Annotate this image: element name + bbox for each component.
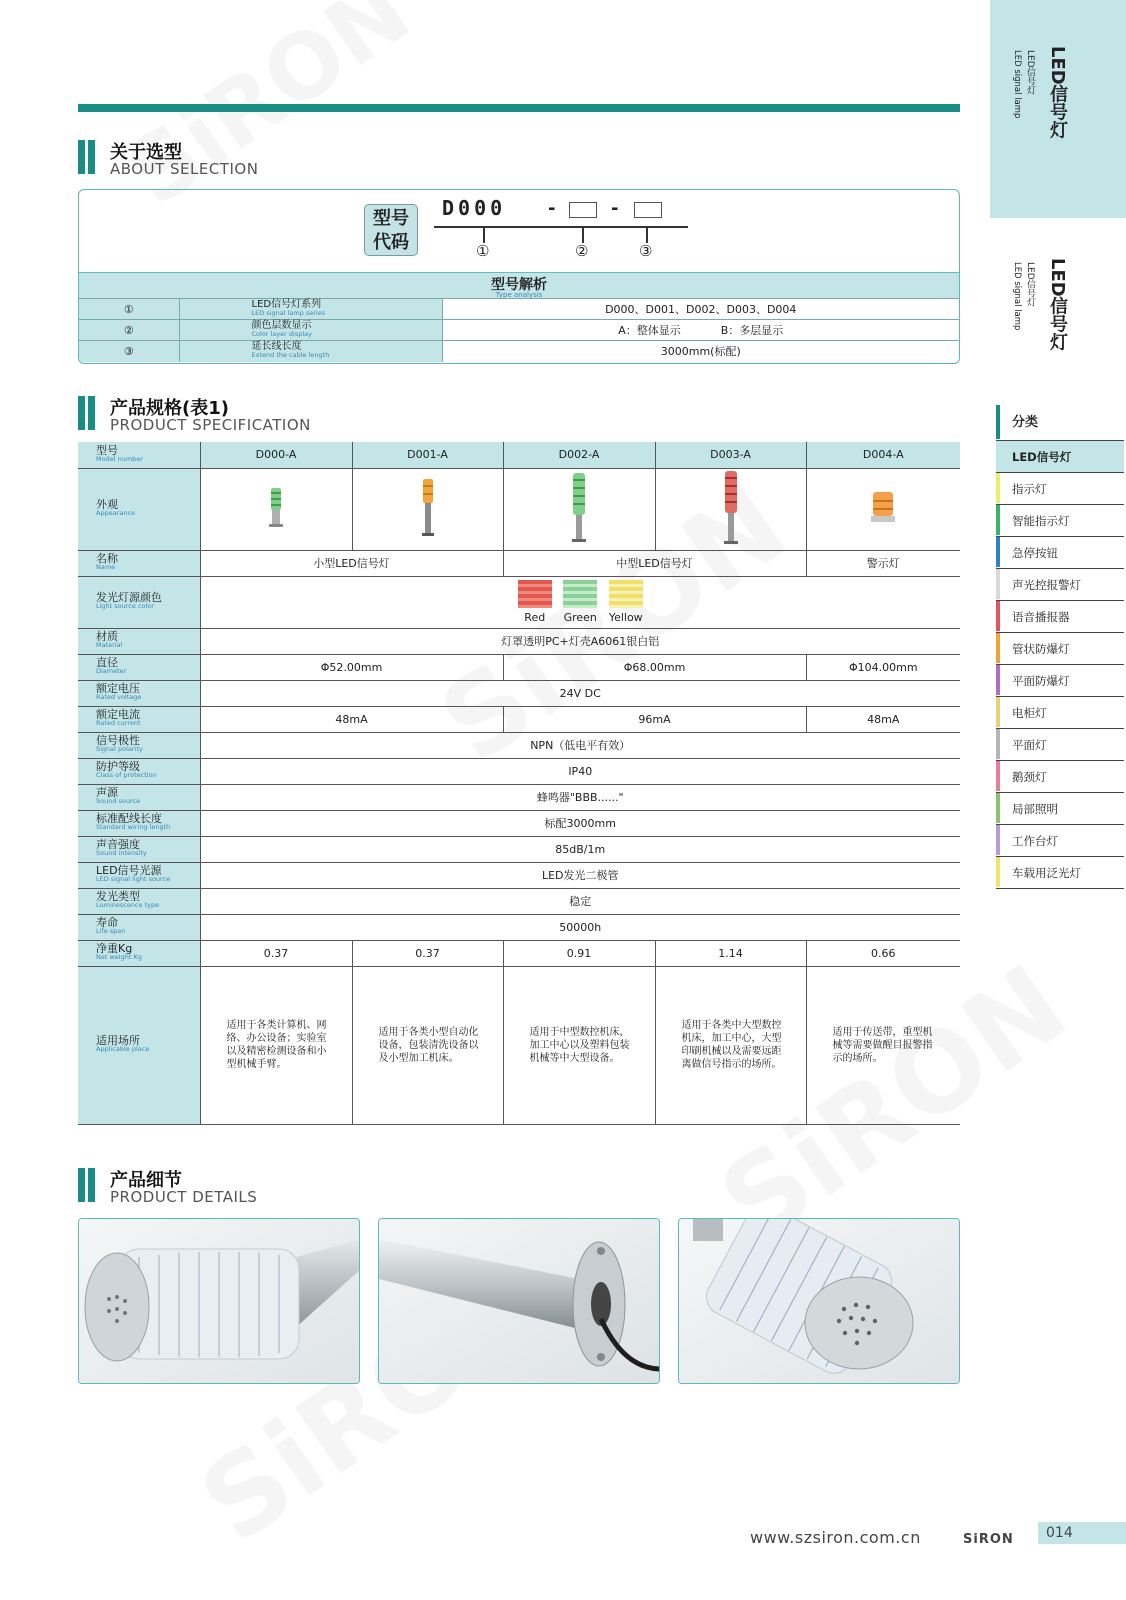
table-row-voltage: 额定电压 Rated voltage 24V DC bbox=[78, 680, 960, 706]
page-number: 014 bbox=[1038, 1522, 1126, 1544]
row-number: ① bbox=[79, 299, 179, 320]
table-row-wiring: 标准配线长度 Standard wiring length 标配3000mm bbox=[78, 810, 960, 836]
table-row-material: 材质 Material 灯罩透明PC+灯壳A6061银白铝 bbox=[78, 628, 960, 654]
sidebar-item[interactable]: 电柜灯 bbox=[996, 697, 1124, 729]
lamp-image-d001 bbox=[352, 468, 503, 550]
sidebar-item[interactable]: 智能指示灯 bbox=[996, 505, 1124, 537]
table-row bbox=[79, 341, 959, 362]
type-analysis-title: 型号解析 bbox=[491, 277, 547, 293]
model-cell: D000-A bbox=[200, 442, 352, 468]
top-accent-bar bbox=[78, 104, 960, 112]
polarity-cell: NPN（低电平有效） bbox=[200, 732, 960, 758]
life-cell: 50000h bbox=[200, 914, 960, 940]
weight-cell: 0.66 bbox=[806, 940, 960, 966]
type-analysis-table bbox=[79, 298, 959, 362]
sidebar-category-list bbox=[996, 405, 1124, 889]
protection-cell: IP40 bbox=[200, 758, 960, 784]
table-row-weight: 净重Kg Net weight Kg 0.37 0.37 0.91 1.14 0.66 bbox=[78, 940, 960, 966]
section-title-zh: 产品细节 bbox=[110, 1170, 182, 1191]
table-row-protection: 防护等级 Class of protection IP40 bbox=[78, 758, 960, 784]
sidebar-tab-subtitle: LED信号灯 bbox=[1025, 262, 1035, 307]
code-dash: - bbox=[611, 198, 619, 219]
model-code-badge bbox=[364, 204, 418, 256]
code-marker-2: ② bbox=[575, 242, 589, 260]
diameter-cell: Φ52.00mm bbox=[200, 654, 503, 680]
model-cell: D002-A bbox=[503, 442, 655, 468]
weight-cell: 0.91 bbox=[503, 940, 655, 966]
sidebar-category-label: 分类 bbox=[996, 405, 1124, 441]
sidebar-item[interactable]: 平面灯 bbox=[996, 729, 1124, 761]
table-row-intensity: 声音强度 Sound intensity 85dB/1m bbox=[78, 836, 960, 862]
voltage-cell: 24V DC bbox=[200, 680, 960, 706]
sidebar-title: LED信号灯 bbox=[1047, 46, 1068, 139]
material-cell: 灯罩透明PC+灯壳A6061银白铝 bbox=[200, 628, 960, 654]
table-row-life: 寿命 Life span 50000h bbox=[78, 914, 960, 940]
section-title-en: PRODUCT SPECIFICATION bbox=[110, 416, 311, 434]
model-cell: D003-A bbox=[655, 442, 806, 468]
place-cell: 适用于中型数控机床，加工中心以及塑料包装机械等中大型设备。 bbox=[503, 966, 655, 1124]
section-title-zh: 关于选型 bbox=[110, 142, 182, 163]
color-swatch-yellow bbox=[609, 580, 643, 608]
weight-cell: 0.37 bbox=[352, 940, 503, 966]
sidebar-item[interactable]: 局部照明 bbox=[996, 793, 1124, 825]
table-row-place: 适用场所 Applicable place 适用于各类计算机、网络、办公设备；实验室以及精密检测设备和小型机械手臂。 适用于各类小型自动化设备，包装清洗设备以及小型加工机床。 适用于中型数控机床，加工中心以及塑料包装机械等中大型设备。 适用于各类中大型数控机床，加工中心，大型印刷机械以及需要远距离做信号指示的场所。 适用于传送带，重型机械等需要做醒目报警指示的场所。 bbox=[78, 966, 960, 1124]
section-title-zh: 产品规格(表1) bbox=[110, 398, 229, 419]
intensity-cell: 85dB/1m bbox=[200, 836, 960, 862]
table-row-model: 型号 Model number D000-A D001-A D002-A D003-A D004-A bbox=[78, 442, 960, 468]
sidebar-tab-title: LED信号灯 bbox=[1047, 258, 1068, 351]
table-row-polarity: 信号极性 Signal polarity NPN（低电平有效） bbox=[78, 732, 960, 758]
current-cell: 96mA bbox=[503, 706, 806, 732]
sidebar-item[interactable]: 指示灯 bbox=[996, 473, 1124, 505]
name-cell: 警示灯 bbox=[806, 550, 960, 576]
table-row-current: 额定电流 Rated current 48mA 96mA 48mA bbox=[78, 706, 960, 732]
type-analysis-subtitle: Type analysis bbox=[495, 291, 543, 299]
table-row-appearance: 外观 Appearance bbox=[78, 468, 960, 550]
model-selection-box bbox=[78, 189, 960, 364]
sidebar-item[interactable]: 平面防爆灯 bbox=[996, 665, 1124, 697]
current-cell: 48mA bbox=[806, 706, 960, 732]
spec-table bbox=[78, 442, 960, 1125]
badge-line-1: 型号 bbox=[373, 208, 409, 229]
section-title-en: PRODUCT DETAILS bbox=[110, 1188, 258, 1206]
weight-cell: 0.37 bbox=[200, 940, 352, 966]
led-source-cell: LED发光二极管 bbox=[200, 862, 960, 888]
badge-line-2: 代码 bbox=[373, 232, 409, 253]
sidebar-item[interactable]: 鹅颈灯 bbox=[996, 761, 1124, 793]
product-photo-2 bbox=[378, 1218, 660, 1384]
diameter-cell: Φ68.00mm bbox=[503, 654, 806, 680]
color-label: Yellow bbox=[608, 611, 643, 624]
place-cell: 适用于各类小型自动化设备，包装清洗设备以及小型加工机床。 bbox=[352, 966, 503, 1124]
row-value: D000、D001、D002、D003、D004 bbox=[442, 299, 959, 320]
row-label: 延长线长度 Extend the cable length bbox=[179, 341, 442, 362]
model-cell: D004-A bbox=[806, 442, 960, 468]
sidebar-item[interactable]: 语音播报器 bbox=[996, 601, 1124, 633]
sidebar-header-tab bbox=[990, 0, 1126, 218]
table-row-led-source: LED信号光源 LED signal light source LED发光二极管 bbox=[78, 862, 960, 888]
sidebar-item[interactable]: 声光控报警灯 bbox=[996, 569, 1124, 601]
table-row-sound: 声源 Sound source 蜂鸣器"BBB......" bbox=[78, 784, 960, 810]
color-swatch-red bbox=[518, 580, 552, 608]
sidebar-section-tab[interactable] bbox=[990, 218, 1126, 400]
name-cell: 小型LED信号灯 bbox=[200, 550, 503, 576]
sidebar-item-led-signal-lamp[interactable]: LED信号灯 bbox=[996, 441, 1124, 473]
sidebar-item[interactable]: 管状防爆灯 bbox=[996, 633, 1124, 665]
sidebar-item[interactable]: 急停按钮 bbox=[996, 537, 1124, 569]
code-marker-3: ③ bbox=[639, 242, 653, 260]
footer-url[interactable]: www.szsiron.com.cn bbox=[750, 1528, 921, 1547]
table-row-lum-type: 发光类型 Luminescence type 稳定 bbox=[78, 888, 960, 914]
lamp-image-d000 bbox=[200, 468, 352, 550]
sidebar-subtitle: LED信号灯 bbox=[1025, 50, 1035, 95]
model-cell: D001-A bbox=[352, 442, 503, 468]
row-value: 3000mm(标配) bbox=[442, 341, 959, 362]
diameter-cell: Φ104.00mm bbox=[806, 654, 960, 680]
wiring-cell: 标配3000mm bbox=[200, 810, 960, 836]
table-row bbox=[79, 320, 959, 341]
type-analysis-header bbox=[79, 272, 959, 298]
lamp-image-d004 bbox=[806, 468, 960, 550]
lamp-image-d003 bbox=[655, 468, 806, 550]
table-row-name: 名称 Name 小型LED信号灯 中型LED信号灯 警示灯 bbox=[78, 550, 960, 576]
lum-type-cell: 稳定 bbox=[200, 888, 960, 914]
product-photo-3 bbox=[678, 1218, 960, 1384]
row-label: LED信号灯系列 LED signal lamp series bbox=[179, 299, 442, 320]
row-number: ③ bbox=[79, 341, 179, 362]
table-row-diameter: 直径 Diameter Φ52.00mm Φ68.00mm Φ104.00mm bbox=[78, 654, 960, 680]
code-slot-2 bbox=[569, 202, 597, 218]
sidebar-tab-subtitle-en: LED signal lamp bbox=[1012, 262, 1022, 331]
row-label: 颜色层数显示 Color layer display bbox=[179, 320, 442, 341]
place-cell: 适用于各类中大型数控机床，加工中心，大型印刷机械以及需要远距离做信号指示的场所。 bbox=[655, 966, 806, 1124]
section-title-en: ABOUT SELECTION bbox=[110, 160, 259, 178]
footer-brand-logo: SiRON bbox=[963, 1532, 1014, 1547]
row-value: A：整体显示 B：多层显示 bbox=[442, 320, 959, 341]
code-dash: - bbox=[548, 198, 556, 219]
color-label: Red bbox=[524, 611, 546, 624]
name-cell: 中型LED信号灯 bbox=[503, 550, 806, 576]
product-photo-1 bbox=[78, 1218, 360, 1384]
code-underline bbox=[434, 226, 688, 228]
sound-cell: 蜂鸣器"BBB......" bbox=[200, 784, 960, 810]
model-code-prefix: D000 bbox=[442, 196, 507, 220]
table-row bbox=[79, 299, 959, 320]
sidebar-item[interactable]: 工作台灯 bbox=[996, 825, 1124, 857]
color-label: Green bbox=[563, 611, 597, 624]
code-marker-1: ① bbox=[476, 242, 490, 260]
place-cell: 适用于传送带，重型机械等需要做醒目报警指示的场所。 bbox=[806, 966, 960, 1124]
weight-cell: 1.14 bbox=[655, 940, 806, 966]
light-color-cell bbox=[200, 576, 960, 628]
table-row-light-color: 发光灯源颜色 Light source color Red Green Yellow bbox=[78, 576, 960, 628]
code-slot-3 bbox=[634, 202, 662, 218]
lamp-image-d002 bbox=[503, 468, 655, 550]
place-cell: 适用于各类计算机、网络、办公设备；实验室以及精密检测设备和小型机械手臂。 bbox=[200, 966, 352, 1124]
row-number: ② bbox=[79, 320, 179, 341]
sidebar-item[interactable]: 车载用泛光灯 bbox=[996, 857, 1124, 889]
color-swatch-green bbox=[563, 580, 597, 608]
current-cell: 48mA bbox=[200, 706, 503, 732]
sidebar-subtitle-en: LED signal lamp bbox=[1012, 50, 1022, 119]
